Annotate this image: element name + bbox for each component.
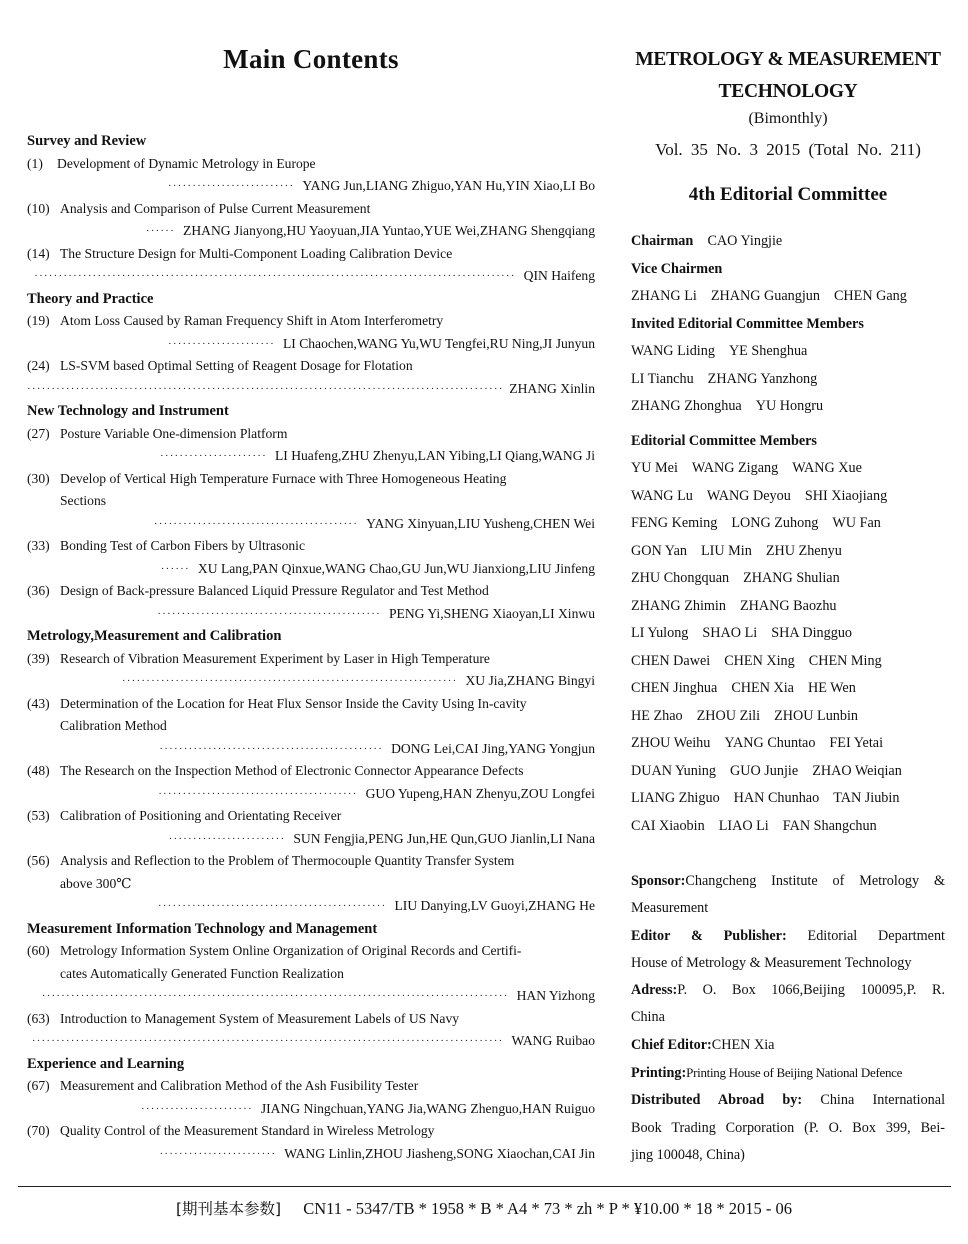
dot-leader: ··············································· (157, 900, 387, 912)
toc-entry[interactable] (27, 198, 595, 243)
article-title[interactable] (60, 805, 595, 828)
article-title-line: Develop of Vertical High Temperature Furnace with Three Homogeneous Heating (60, 470, 507, 486)
dot-leader: ····································································· (121, 675, 458, 687)
article-title-line: The Research on the Inspection Method of Electronic Connector Appearance Defects (60, 763, 524, 778)
article-title[interactable] (60, 940, 595, 985)
committee-member-name: HE Zhao (631, 707, 683, 724)
committee-names-row (631, 538, 945, 566)
committee-member-name: YU Hongru (755, 398, 824, 414)
article-title-line: Analysis and Reflection to the Problem of Thermocouple Quantity Transfer System (60, 853, 515, 868)
chief-editor-value: CHEN Xia (711, 1036, 775, 1053)
dot-leader: ··································································································· (34, 270, 516, 282)
toc-entry[interactable] (27, 1008, 595, 1053)
article-authors: XU Lang,PAN Qinxue,WANG Chao,GU Jun,WU Jianxiong,LIU Jinfeng (197, 560, 595, 576)
dot-leader: ······ (145, 225, 176, 237)
entry-authors-row (27, 603, 595, 626)
entry-authors-row (27, 670, 595, 693)
sponsor-line-2: Measurement (631, 900, 709, 917)
article-title-line: Bonding Test of Carbon Fibers by Ultrasonic (60, 538, 305, 553)
committee-names-row (631, 758, 945, 786)
footer-divider (18, 1186, 951, 1187)
address-line (631, 977, 945, 1004)
section-heading: Measurement Information Technology and Management (27, 920, 378, 937)
committee-names-row (631, 730, 945, 758)
dot-leader: ································································································ (41, 990, 509, 1002)
committee-member-name: ZHANG Zhonghua (631, 398, 742, 414)
committee-member-name: SHA Dingguo (771, 625, 853, 641)
committee-member-name: CHEN Dawei (631, 652, 711, 669)
toc-entry[interactable] (27, 693, 595, 761)
article-title-line: Measurement and Calibration Method of the Ash Fusibility Tester (60, 1078, 419, 1093)
committee-member-name: SHI Xiaojiang (804, 487, 888, 504)
committee-member-name: FENG Keming (631, 515, 718, 531)
entry-authors-row (27, 513, 595, 536)
dot-leader: ·········································· (153, 517, 359, 530)
committee-member-name: ZHAO Weiqian (812, 762, 902, 779)
toc-entry[interactable] (27, 243, 595, 288)
article-title[interactable] (60, 243, 595, 266)
committee-member-name: ZHOU Zili (696, 707, 761, 724)
committee-member-name: WANG Xue (792, 460, 862, 476)
distributed-line-2: Book Trading Corporation (P. O. Box 399, Bei- (631, 1119, 945, 1136)
committee-member-name: DUAN Yuning (631, 762, 716, 779)
page-number: (70) (27, 1123, 50, 1138)
section-heading: Metrology,Measurement and Calibration (27, 628, 282, 644)
committee-member-name: WANG Lu (631, 487, 693, 504)
distributed-value: China International (820, 1092, 946, 1109)
article-title-line: Metrology Information System Online Organization of Original Records and Certifi- (60, 943, 522, 958)
article-authors: SUN Fengjia,PENG Jun,HE Qun,GUO Jianlin,LI Nana (293, 830, 595, 846)
dot-leader: ·············································· (157, 607, 381, 620)
chief-editor-line (631, 1032, 945, 1059)
article-title[interactable] (60, 1120, 595, 1143)
entry-authors-row (27, 445, 595, 468)
invited-members-list (631, 338, 945, 421)
printing-line (631, 1059, 945, 1087)
article-title-line: Calibration Method (60, 718, 167, 733)
committee-member-name: ZHOU Weihu (631, 735, 711, 751)
article-title[interactable] (60, 1075, 595, 1098)
printing-value: Printing House of Beijing National Defence (686, 1065, 903, 1081)
article-title-line: Analysis and Comparison of Pulse Current Measurement (60, 200, 371, 216)
entry-authors-row (27, 175, 595, 198)
editor-publisher-line (631, 923, 945, 950)
committee-member-name: YU Mei (631, 460, 678, 476)
article-authors: XU Jia,ZHANG Bingyi (465, 673, 595, 688)
distributed-label: Distributed Abroad by: (631, 1092, 803, 1109)
article-authors: LI Chaochen,WANG Yu,WU Tengfei,RU Ning,JI Junyun (282, 335, 595, 351)
page-number: (67) (27, 1078, 50, 1093)
article-authors: WANG Ruibao (511, 1033, 595, 1048)
editor-publisher-label: Editor & Publisher: (631, 927, 787, 944)
toc-entry[interactable] (27, 805, 595, 850)
committee-member-name: LIAO Li (718, 817, 769, 834)
committee-title: 4th Editorial Committee (688, 184, 888, 205)
committee-member-name: WANG Liding (631, 343, 715, 359)
committee-member-name: YE Shenghua (728, 343, 808, 359)
committee-names-row (631, 703, 945, 731)
editorial-committee (631, 228, 945, 840)
article-authors: ZHANG Xinlin (509, 380, 595, 396)
footer-params (0, 1197, 968, 1219)
toc-entry[interactable] (27, 153, 595, 198)
article-title[interactable] (60, 760, 595, 783)
committee-names-row (631, 483, 945, 511)
article-title-line: LS-SVM based Optimal Setting of Reagent Dosage for Flotation (60, 358, 413, 373)
committee-names-row (631, 785, 945, 813)
dot-leader: ························ (168, 832, 286, 845)
article-title[interactable] (60, 423, 595, 446)
dot-leader: ·························· (167, 180, 295, 192)
entry-title-row (27, 468, 595, 513)
article-title-line: cates Automatically Generated Function Realization (60, 965, 344, 981)
page-number: (63) (27, 1010, 50, 1026)
committee-member-name: WU Fan (832, 515, 881, 531)
page-number: (56) (27, 853, 50, 868)
entry-authors-row (27, 558, 595, 581)
article-authors: HAN Yizhong (516, 988, 595, 1003)
committee-names-row (631, 620, 945, 648)
entry-authors-row (27, 895, 595, 918)
committee-names-row (631, 510, 945, 538)
entry-authors-row (27, 1098, 595, 1121)
committee-member-name: CHEN Xia (731, 680, 794, 696)
page-number: (24) (27, 358, 50, 373)
dot-leader: ························ (159, 1147, 277, 1160)
sponsor-value: Changcheng Institute of Metrology & (685, 873, 945, 889)
dot-leader: ································································································· (31, 1035, 504, 1047)
page-number: (19) (27, 313, 50, 328)
entry-authors-row (27, 220, 595, 243)
page-number: (14) (27, 245, 50, 261)
dot-leader: ······················ (159, 450, 267, 462)
printing-label: Printing: (631, 1065, 687, 1082)
article-title[interactable] (60, 1008, 595, 1031)
entry-authors-row (27, 738, 595, 761)
journal-title-line2: TECHNOLOGY (718, 81, 858, 102)
committee-member-name: CHEN Gang (833, 288, 907, 304)
invited-members-label: Invited Editorial Committee Members (631, 315, 864, 332)
article-title-line: Sections (60, 493, 107, 508)
address-value: P. O. Box 1066,Beijing 100095,P. R. (677, 982, 945, 999)
journal-title (621, 44, 955, 108)
committee-member-name: FEI Yetai (829, 735, 884, 751)
committee-member-name: ZHANG Zhimin (631, 597, 726, 614)
chairman-label: Chairman (631, 233, 694, 249)
committee-member-name: GON Yan (631, 542, 687, 559)
sponsor-label: Sponsor: (631, 873, 686, 889)
committee-member-name: CAI Xiaobin (631, 817, 705, 834)
article-title-line: Research of Vibration Measurement Experiment by Laser in High Temperature (60, 650, 490, 666)
article-title-line: Calibration of Positioning and Orientating Receiver (60, 808, 342, 823)
page-number: (30) (27, 470, 50, 486)
toc-entry[interactable] (27, 648, 595, 693)
article-authors: YANG Xinyuan,LIU Yusheng,CHEN Wei (366, 515, 595, 531)
entry-authors-row (27, 783, 595, 806)
chairman-name: CAO Yingjie (707, 233, 783, 249)
committee-member-name: CHEN Xing (724, 652, 795, 669)
article-title[interactable] (60, 310, 595, 333)
entry-title-row (27, 648, 595, 671)
article-authors: WANG Linlin,ZHOU Jiasheng,SONG Xiaochan,CAI Jin (284, 1145, 595, 1161)
main-contents-title: Main Contents (223, 44, 399, 74)
committee-member-name: ZHOU Lunbin (774, 707, 859, 724)
article-title[interactable] (60, 198, 595, 221)
entry-authors-row (27, 828, 595, 851)
entry-title-row (27, 423, 595, 446)
committee-member-name: ZHANG Baozhu (739, 597, 837, 614)
dot-leader: ········································· (158, 787, 358, 800)
page-number: (48) (27, 763, 50, 778)
entry-authors-row (27, 1143, 595, 1166)
committee-member-name: WANG Deyou (706, 487, 791, 504)
article-title-line: Atom Loss Caused by Raman Frequency Shift in Atom Interferometry (60, 313, 444, 328)
dot-leader: ·············································· (159, 742, 384, 755)
distributed-line-3: jing 100048, China) (631, 1146, 745, 1163)
chairman-line (631, 228, 945, 256)
dot-leader: ·································································································· (27, 382, 504, 395)
article-authors: GUO Yupeng,HAN Zhenyu,ZOU Longfei (365, 785, 595, 801)
committee-member-name: HE Wen (807, 680, 856, 696)
committee-member-name: ZHU Zhenyu (765, 542, 842, 559)
journal-title-line1: METROLOGY & MEASUREMENT (635, 49, 941, 70)
footer-label: [期刊基本参数] (176, 1200, 282, 1218)
toc-entry[interactable] (27, 535, 595, 580)
committee-member-name: HAN Chunhao (733, 790, 820, 806)
toc-entry[interactable] (27, 468, 595, 536)
footer-params-value: CN11 - 5347/TB * 1958 * B * A4 * 73 * zh * P * ¥10.00 * 18 * 2015 - 06 (303, 1199, 792, 1218)
article-title-line: Quality Control of the Measurement Standard in Wireless Metrology (60, 1123, 435, 1138)
article-authors: PENG Yi,SHENG Xiaoyan,LI Xinwu (388, 605, 595, 621)
committee-members-label: Editorial Committee Members (631, 432, 817, 449)
publication-frequency: (Bimonthly) (748, 110, 828, 127)
page-number: (1) (27, 155, 43, 171)
article-authors: JIANG Ningchuan,YANG Jia,WANG Zhenguo,HAN Ruiguo (260, 1100, 595, 1116)
article-title-line: Posture Variable One-dimension Platform (60, 425, 288, 441)
entry-title-row (27, 805, 595, 828)
entry-title-row (27, 1008, 595, 1031)
committee-names-row (631, 338, 945, 366)
distributed-line (631, 1087, 945, 1114)
article-title[interactable] (60, 648, 595, 671)
article-authors: LI Huafeng,ZHU Zhenyu,LAN Yibing,LI Qiang,WANG Ji (274, 448, 595, 463)
article-title[interactable] (60, 535, 595, 558)
entry-authors-row (27, 1030, 595, 1053)
entry-title-row (27, 1120, 595, 1143)
toc-entry[interactable] (27, 1075, 595, 1120)
committee-member-name: GUO Junjie (730, 762, 799, 779)
page-number: (27) (27, 425, 50, 441)
entry-title-row (27, 310, 595, 333)
committee-names-row (631, 455, 945, 483)
toc-entry[interactable] (27, 355, 595, 400)
entry-authors-row (27, 985, 595, 1008)
committee-names-row (631, 675, 945, 703)
entry-title-row (27, 198, 595, 221)
entry-title-row (27, 850, 595, 895)
toc-entry[interactable] (27, 580, 595, 625)
article-title[interactable] (60, 850, 595, 895)
entry-title-row (27, 355, 595, 378)
article-authors: ZHANG Jianyong,HU Yaoyuan,JIA Yuntao,YUE Wei,ZHANG Shengqiang (183, 223, 595, 238)
article-authors: LIU Danying,LV Guoyi,ZHANG He (394, 898, 595, 913)
committee-member-name: ZHANG Li (631, 288, 697, 304)
article-title-line: Introduction to Management System of Measurement Labels of US Navy (60, 1010, 460, 1026)
entry-title-row (27, 153, 595, 176)
page-number: (53) (27, 808, 50, 823)
address-label: Adress: (631, 982, 678, 999)
vice-chairmen-list (631, 283, 945, 311)
article-title[interactable] (57, 153, 595, 176)
entry-title-row (27, 243, 595, 266)
toc-entry[interactable] (27, 423, 595, 468)
article-authors: YANG Jun,LIANG Zhiguo,YAN Hu,YIN Xiao,LI Bo (302, 178, 595, 193)
page-number: (43) (27, 695, 50, 711)
dot-leader: ······················ (167, 337, 275, 350)
section-heading: Survey and Review (27, 133, 147, 149)
article-authors: DONG Lei,CAI Jing,YANG Yongjun (391, 740, 595, 756)
committee-names-row (631, 366, 945, 394)
committee-member-name: FAN Shangchun (782, 817, 877, 834)
committee-members-list (631, 455, 945, 840)
article-title[interactable] (60, 693, 595, 738)
toc-entry[interactable] (27, 310, 595, 355)
vice-chairmen-label: Vice Chairmen (631, 260, 723, 277)
editor-publisher-line-2: House of Metrology & Measurement Technology (631, 954, 912, 971)
section-heading: Experience and Learning (27, 1055, 185, 1072)
section-heading: Theory and Practice (27, 290, 154, 307)
committee-names-row (631, 813, 945, 841)
article-title-line: above 300℃ (60, 875, 132, 891)
article-title[interactable] (60, 468, 595, 513)
table-of-contents (27, 130, 595, 1165)
committee-names-row (631, 283, 945, 311)
dot-leader: ······················· (140, 1102, 253, 1115)
committee-member-name: TAN Jiubin (833, 790, 900, 806)
publisher-info (631, 868, 945, 1169)
committee-member-name: YANG Chuntao (724, 735, 816, 751)
article-title-line: The Structure Design for Multi-Component Loading Calibration Device (60, 245, 453, 261)
page-number: (10) (27, 200, 50, 216)
committee-member-name: ZHANG Shulian (743, 570, 840, 586)
committee-member-name: LI Yulong (631, 625, 689, 641)
committee-member-name: CHEN Jinghua (631, 680, 718, 696)
committee-member-name: ZHANG Yanzhong (707, 370, 818, 387)
committee-member-name: WANG Zigang (691, 460, 779, 476)
article-title-line: Design of Back-pressure Balanced Liquid Pressure Regulator and Test Method (60, 583, 489, 598)
page-number: (60) (27, 943, 50, 958)
entry-authors-row (27, 265, 595, 288)
toc-entry[interactable] (27, 940, 595, 1008)
committee-names-row (631, 393, 945, 421)
editor-publisher-value: Editorial Department (807, 927, 945, 944)
entry-authors-row (27, 378, 595, 401)
entry-title-row (27, 535, 595, 558)
committee-member-name: ZHANG Guangjun (710, 288, 820, 304)
committee-member-name: LIU Min (700, 542, 752, 559)
committee-member-name: CHEN Ming (808, 652, 882, 669)
toc-entry[interactable] (27, 850, 595, 918)
sponsor-line (631, 868, 945, 895)
committee-member-name: SHAO Li (702, 625, 758, 641)
committee-names-row (631, 565, 945, 593)
issue-info: Vol. 35 No. 3 2015 (Total No. 211) (655, 140, 921, 159)
entry-title-row (27, 693, 595, 738)
section-heading: New Technology and Instrument (27, 403, 229, 419)
page-number: (39) (27, 650, 50, 666)
entry-title-row (27, 940, 595, 985)
article-title-line: Determination of the Location for Heat Flux Sensor Inside the Cavity Using In-cavity (60, 695, 527, 711)
committee-member-name: LI Tianchu (631, 370, 694, 387)
article-title[interactable] (60, 355, 595, 378)
committee-member-name: LIANG Zhiguo (631, 790, 720, 806)
committee-names-row (631, 593, 945, 621)
article-title-line: Development of Dynamic Metrology in Europe (57, 155, 316, 171)
committee-member-name: LONG Zuhong (731, 515, 819, 531)
dot-leader: ······ (160, 562, 190, 575)
toc-entry[interactable] (27, 1120, 595, 1165)
chief-editor-label: Chief Editor: (631, 1036, 712, 1053)
committee-names-row (631, 648, 945, 676)
page-number: (33) (27, 538, 50, 553)
page-number: (36) (27, 583, 50, 598)
article-title[interactable] (60, 580, 595, 603)
entry-title-row (27, 760, 595, 783)
committee-member-name: ZHU Chongquan (631, 570, 730, 586)
entry-title-row (27, 1075, 595, 1098)
entry-authors-row (27, 333, 595, 356)
address-line-2: China (631, 1009, 665, 1026)
article-authors: QIN Haifeng (523, 268, 595, 283)
toc-entry[interactable] (27, 760, 595, 805)
entry-title-row (27, 580, 595, 603)
